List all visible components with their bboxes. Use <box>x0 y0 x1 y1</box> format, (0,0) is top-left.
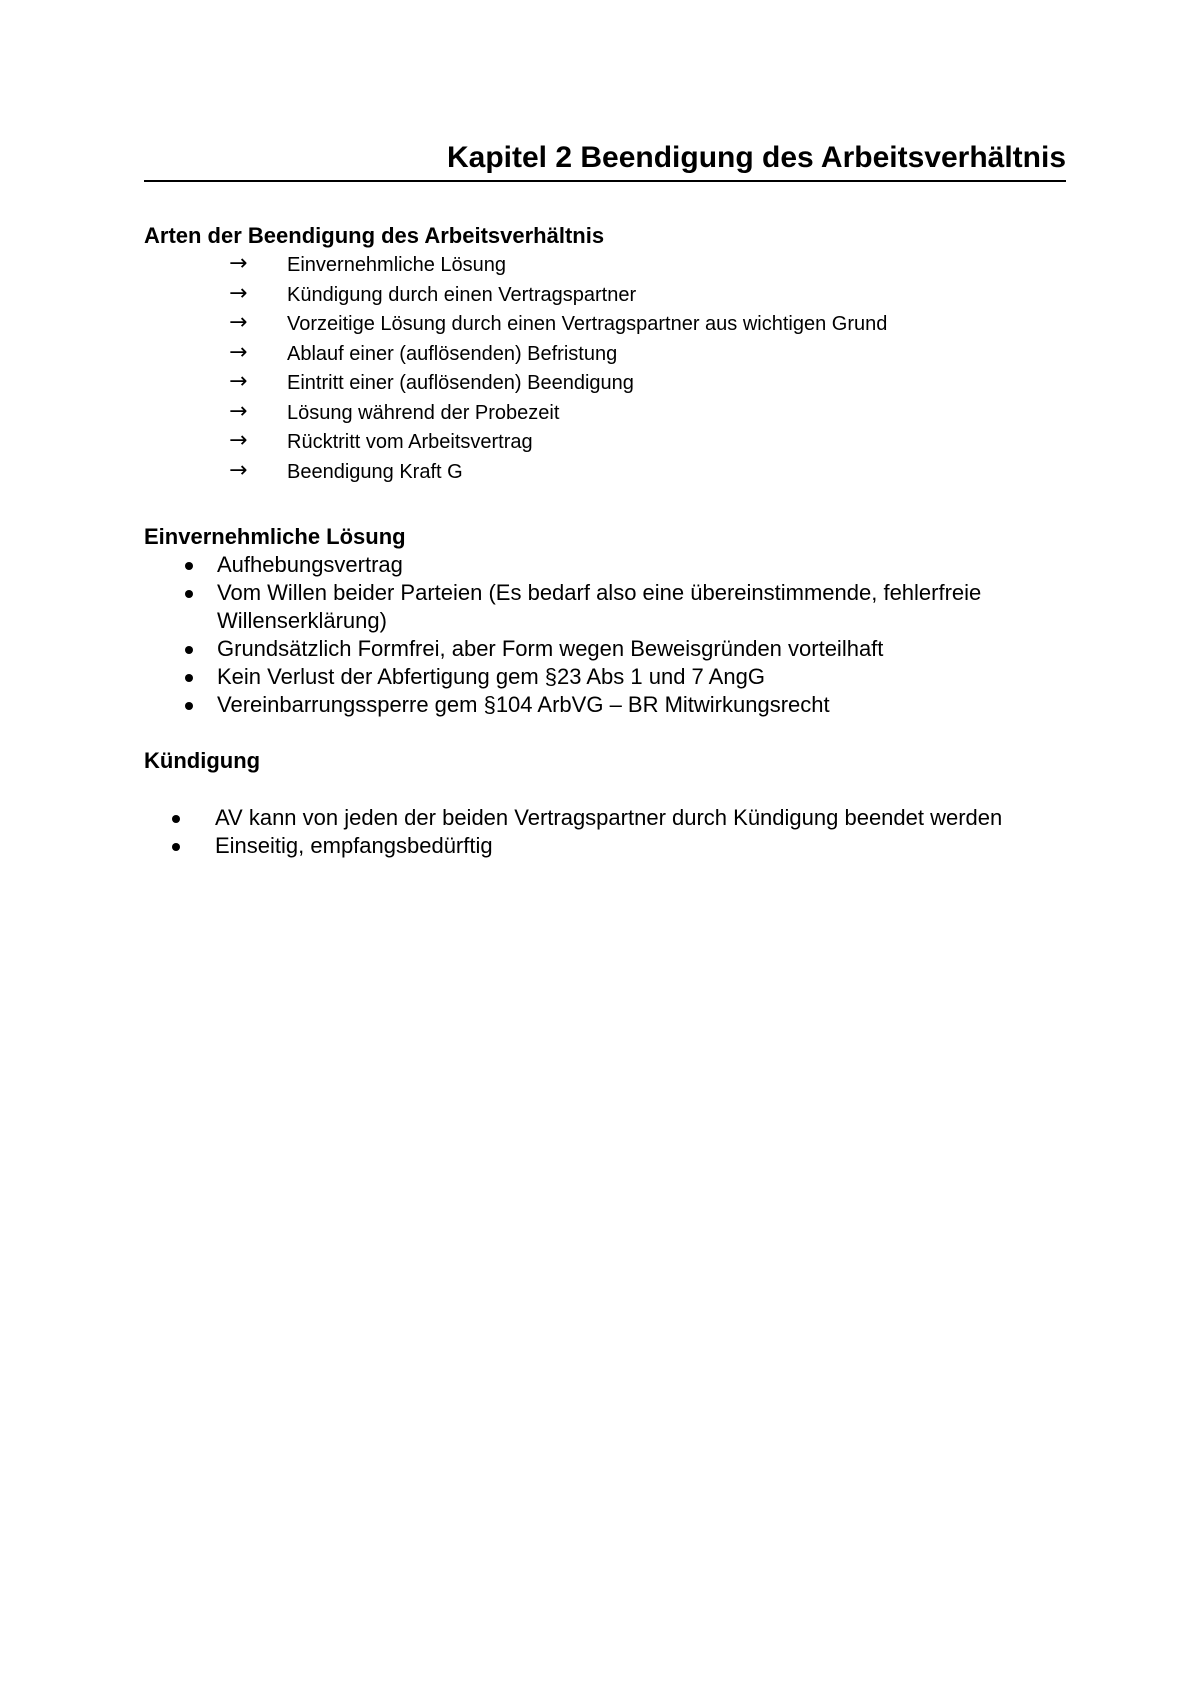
section-heading-arten: Arten der Beendigung des Arbeitsverhältnis <box>144 223 605 248</box>
list-item <box>144 281 1104 311</box>
list-item-text: Lösung während der Probezeit <box>287 401 560 424</box>
kuendigung-list <box>144 804 1084 860</box>
list-item-text: Einvernehmliche Lösung <box>287 254 507 276</box>
arrow-icon: → <box>229 428 248 453</box>
list-item-text: Vereinbarrungssperre gem §104 ArbVG – BR Mitwirkungsrecht <box>217 692 830 717</box>
list-item <box>144 399 1104 429</box>
list-item-text: Vom Willen beider Parteien (Es bedarf also eine übereinstimmende, fehlerfreie Willenserklärung) <box>217 580 982 633</box>
list-item <box>144 832 1084 860</box>
list-item-text: Vorzeitige Lösung durch einen Vertragspartner aus wichtigen Grund <box>287 313 888 335</box>
arrow-icon: → <box>229 398 248 424</box>
list-item <box>144 428 1104 458</box>
einvernehmlich-list <box>144 551 1084 719</box>
bullet-icon <box>185 674 193 682</box>
bullet-icon <box>172 843 180 851</box>
list-item <box>144 691 1084 719</box>
chapter-title: Kapitel 2 Beendigung des Arbeitsverhältnis <box>144 140 1066 182</box>
list-item <box>144 635 1084 663</box>
list-item-text: AV kann von jeden der beiden Vertragspartner durch Kündigung beendet werden <box>215 805 1003 830</box>
section-heading-einvernehmlich: Einvernehmliche Lösung <box>144 524 406 549</box>
list-item-text: Beendigung Kraft G <box>287 460 463 483</box>
list-item <box>144 804 1084 832</box>
list-item-text: Einseitig, empfangsbedürftig <box>215 833 493 858</box>
arrow-icon: → <box>229 251 248 276</box>
list-item-text: Kein Verlust der Abfertigung gem §23 Abs 1 und 7 AngG <box>217 664 765 689</box>
list-item-text: Eintritt einer (auflösenden) Beendigung <box>287 372 634 394</box>
section-heading-kuendigung: Kündigung <box>144 748 261 773</box>
arrow-icon: → <box>229 310 248 335</box>
list-item-text: Ablauf einer (auflösenden) Befristung <box>287 342 618 365</box>
list-item <box>144 310 1104 340</box>
list-item <box>144 369 1104 399</box>
arrow-icon: → <box>229 339 248 365</box>
bullet-icon <box>185 590 193 598</box>
bullet-icon <box>185 702 193 710</box>
arrow-icon: → <box>229 369 248 394</box>
list-item-text: Rücktritt vom Arbeitsvertrag <box>287 431 533 453</box>
bullet-icon <box>185 646 193 654</box>
arrow-icon: → <box>229 280 248 306</box>
bullet-icon <box>172 815 180 823</box>
list-item <box>144 458 1104 488</box>
list-item <box>144 340 1104 370</box>
list-item-text: Kündigung durch einen Vertragspartner <box>287 283 637 306</box>
list-item <box>144 663 1084 691</box>
list-item <box>144 251 1104 281</box>
list-item-text: Grundsätzlich Formfrei, aber Form wegen Beweisgründen vorteilhaft <box>217 636 884 661</box>
list-item <box>144 551 1084 579</box>
arten-list <box>144 251 1104 487</box>
arrow-icon: → <box>229 457 248 483</box>
list-item <box>144 579 1084 635</box>
list-item-text: Aufhebungsvertrag <box>217 552 403 577</box>
bullet-icon <box>185 562 193 570</box>
